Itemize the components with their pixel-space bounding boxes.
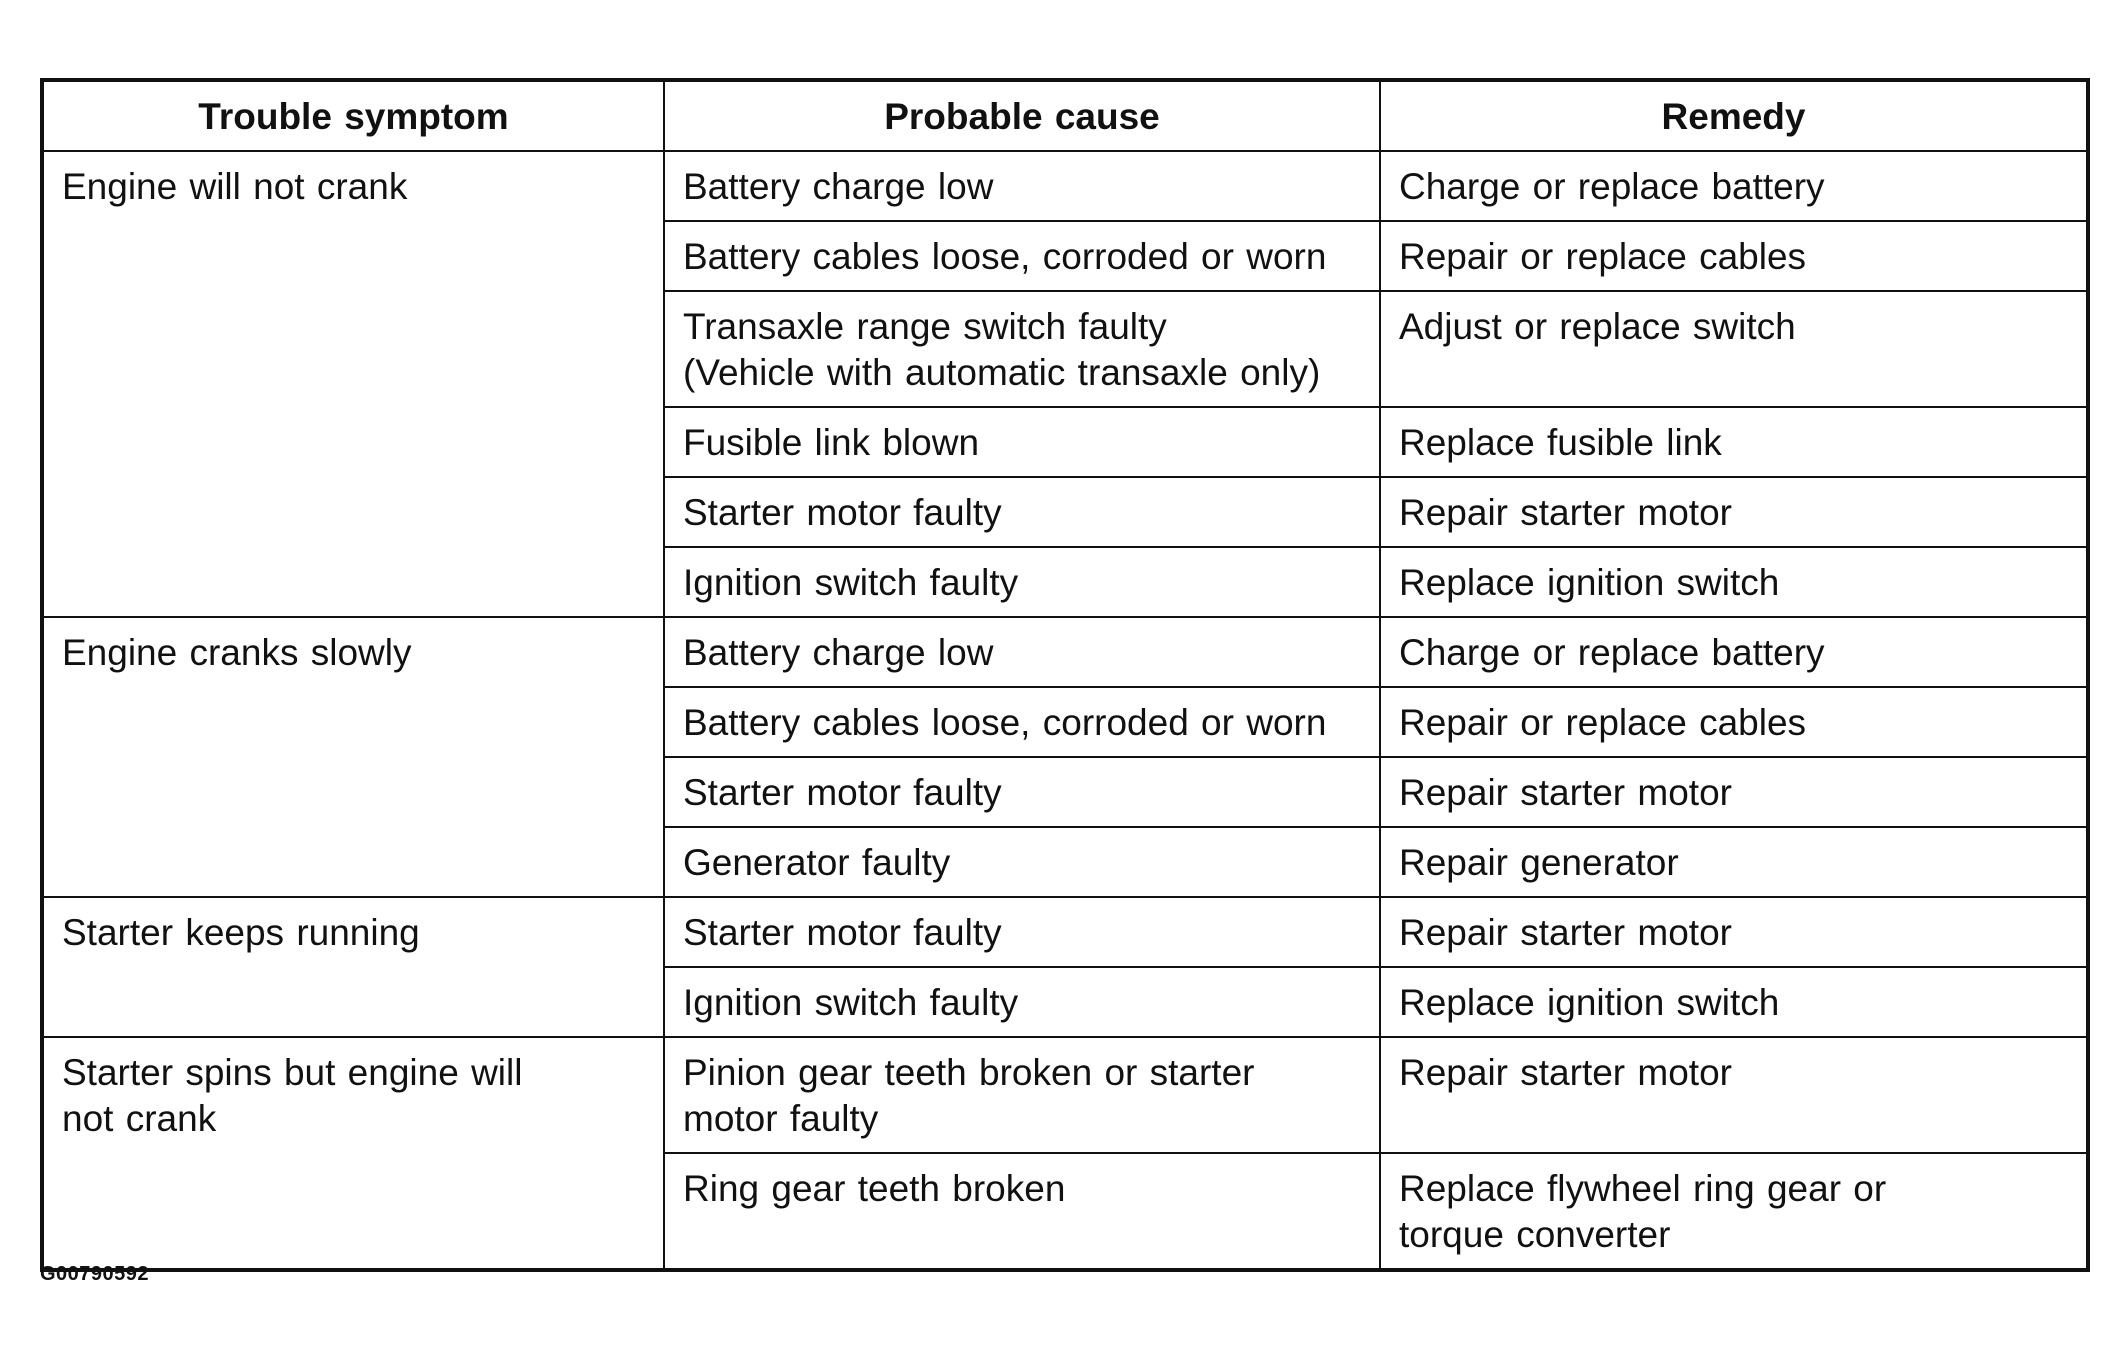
remedy-cell: Repair or replace cables: [1380, 687, 2088, 757]
probable-cause-cell: Battery charge low: [664, 617, 1380, 687]
remedy-cell: Replace fusible link: [1380, 407, 2088, 477]
header-remedy: Remedy: [1380, 80, 2088, 151]
probable-cause-cell: Battery cables loose, corroded or worn: [664, 687, 1380, 757]
trouble-symptom-cell: Starter keeps running: [42, 897, 664, 1037]
trouble-symptom-cell: Starter spins but engine will not crank: [42, 1037, 664, 1270]
table-row: [42, 1037, 2088, 1153]
troubleshooting-table: [40, 78, 2090, 1272]
remedy-cell: Adjust or replace switch: [1380, 291, 2088, 407]
remedy-cell: Repair starter motor: [1380, 1037, 2088, 1153]
remedy-cell: Charge or replace battery: [1380, 151, 2088, 221]
trouble-symptom-cell: Engine cranks slowly: [42, 617, 664, 897]
table-body: [42, 151, 2088, 1270]
probable-cause-cell: Starter motor faulty: [664, 757, 1380, 827]
remedy-cell: Repair starter motor: [1380, 757, 2088, 827]
remedy-cell: Repair or replace cables: [1380, 221, 2088, 291]
table-row: [42, 897, 2088, 967]
remedy-cell: Repair starter motor: [1380, 897, 2088, 967]
probable-cause-cell: Battery charge low: [664, 151, 1380, 221]
remedy-cell: Repair generator: [1380, 827, 2088, 897]
probable-cause-cell: Battery cables loose, corroded or worn: [664, 221, 1380, 291]
figure-code: G00790592: [40, 1263, 150, 1285]
probable-cause-cell: Starter motor faulty: [664, 477, 1380, 547]
header-probable-cause: Probable cause: [664, 80, 1380, 151]
probable-cause-cell: Starter motor faulty: [664, 897, 1380, 967]
probable-cause-cell: Generator faulty: [664, 827, 1380, 897]
header-trouble-symptom: Trouble symptom: [42, 80, 664, 151]
probable-cause-cell: Pinion gear teeth broken or starter motor faulty: [664, 1037, 1380, 1153]
probable-cause-cell: Ignition switch faulty: [664, 547, 1380, 617]
probable-cause-cell: Fusible link blown: [664, 407, 1380, 477]
remedy-cell: Replace ignition switch: [1380, 967, 2088, 1037]
header-row: [42, 80, 2088, 151]
remedy-cell: Replace flywheel ring gear or torque converter: [1380, 1153, 2088, 1270]
remedy-cell: Charge or replace battery: [1380, 617, 2088, 687]
probable-cause-cell: Ring gear teeth broken: [664, 1153, 1380, 1270]
trouble-symptom-cell: Engine will not crank: [42, 151, 664, 617]
probable-cause-cell: Transaxle range switch faulty (Vehicle with automatic transaxle only): [664, 291, 1380, 407]
probable-cause-cell: Ignition switch faulty: [664, 967, 1380, 1037]
remedy-cell: Repair starter motor: [1380, 477, 2088, 547]
table-row: [42, 617, 2088, 687]
remedy-cell: Replace ignition switch: [1380, 547, 2088, 617]
table-row: [42, 151, 2088, 221]
